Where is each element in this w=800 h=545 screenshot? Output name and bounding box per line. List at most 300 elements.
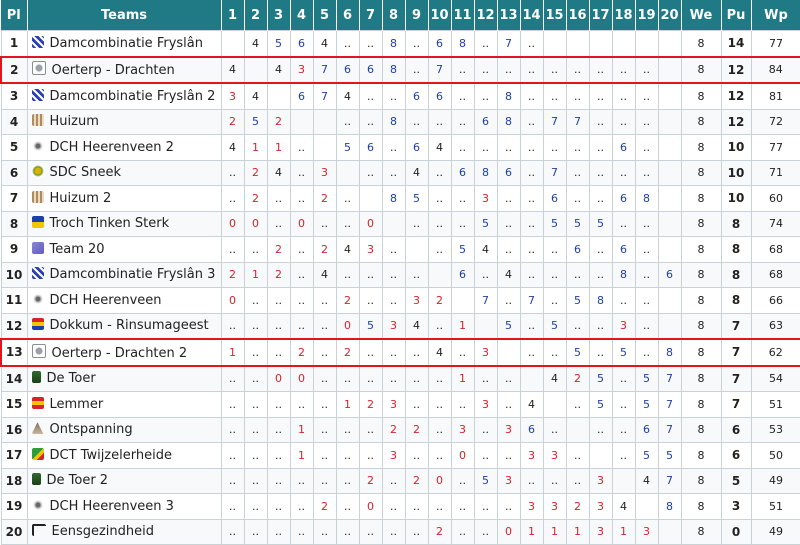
round-result-cell bbox=[405, 237, 428, 263]
round-result-cell: .. bbox=[267, 494, 290, 520]
position-cell: 6 bbox=[1, 160, 27, 186]
round-result-cell: 6 bbox=[405, 83, 428, 109]
team-name[interactable]: Troch Tinken Sterk bbox=[49, 216, 170, 232]
round-result-cell: .. bbox=[543, 237, 566, 263]
round-result-cell: .. bbox=[589, 135, 612, 161]
round-result-cell: 4 bbox=[244, 31, 267, 57]
round-result-cell: 5 bbox=[497, 313, 520, 339]
round-result-cell: 0 bbox=[451, 443, 474, 469]
team-name[interactable]: Ontspanning bbox=[49, 422, 133, 438]
table-row[interactable] bbox=[1, 31, 800, 57]
team-name[interactable]: Dokkum - Rinsumageest bbox=[49, 318, 209, 334]
team-cell[interactable] bbox=[27, 288, 221, 314]
round-result-cell: 5 bbox=[451, 237, 474, 263]
round-result-cell: 4 bbox=[428, 135, 451, 161]
team-cell[interactable] bbox=[27, 339, 221, 366]
round-result-cell bbox=[520, 366, 543, 392]
round-result-cell: .. bbox=[635, 262, 658, 288]
round-result-cell bbox=[612, 468, 635, 494]
column-header-round-6[interactable]: 6 bbox=[336, 0, 359, 31]
round-result-cell bbox=[658, 237, 681, 263]
round-result-cell: 2 bbox=[244, 186, 267, 212]
column-header-round-14[interactable]: 14 bbox=[520, 0, 543, 31]
round-result-cell: 0 bbox=[221, 211, 244, 237]
round-result-cell: 3 bbox=[612, 313, 635, 339]
round-result-cell: .. bbox=[313, 288, 336, 314]
round-result-cell bbox=[658, 135, 681, 161]
game-points-cell: 62 bbox=[751, 339, 800, 366]
table-row[interactable] bbox=[1, 109, 800, 135]
round-result-cell: 6 bbox=[566, 237, 589, 263]
round-result-cell: .. bbox=[221, 468, 244, 494]
column-header-round-9[interactable]: 9 bbox=[405, 0, 428, 31]
round-result-cell: 7 bbox=[658, 392, 681, 418]
round-result-cell: 3 bbox=[635, 519, 658, 545]
column-header-round-11[interactable]: 11 bbox=[451, 0, 474, 31]
round-result-cell bbox=[428, 262, 451, 288]
team-cell[interactable] bbox=[27, 160, 221, 186]
table-row[interactable] bbox=[1, 443, 800, 469]
round-result-cell: 6 bbox=[359, 135, 382, 161]
team-cell[interactable] bbox=[27, 83, 221, 109]
table-row[interactable] bbox=[1, 392, 800, 418]
round-result-cell: 8 bbox=[612, 262, 635, 288]
round-result-cell: 1 bbox=[543, 519, 566, 545]
matches-played-cell: 8 bbox=[681, 339, 721, 366]
round-result-cell: 6 bbox=[290, 31, 313, 57]
round-result-cell bbox=[313, 135, 336, 161]
round-result-cell bbox=[221, 31, 244, 57]
team-name[interactable]: Team 20 bbox=[49, 241, 105, 257]
round-result-cell: .. bbox=[428, 417, 451, 443]
team-cell[interactable] bbox=[27, 109, 221, 135]
round-result-cell: 5 bbox=[566, 211, 589, 237]
round-result-cell: .. bbox=[589, 417, 612, 443]
column-header-round-7[interactable]: 7 bbox=[359, 0, 382, 31]
game-points-cell: 81 bbox=[751, 83, 800, 109]
round-result-cell: 2 bbox=[428, 288, 451, 314]
column-header-round-1[interactable]: 1 bbox=[221, 0, 244, 31]
round-result-cell: .. bbox=[474, 262, 497, 288]
matches-played-cell: 8 bbox=[681, 211, 721, 237]
round-result-cell: .. bbox=[520, 339, 543, 366]
round-result-cell: 8 bbox=[589, 288, 612, 314]
team-cell[interactable] bbox=[27, 237, 221, 263]
round-result-cell: .. bbox=[520, 83, 543, 109]
round-result-cell: .. bbox=[474, 83, 497, 109]
round-result-cell: .. bbox=[635, 57, 658, 84]
round-result-cell: .. bbox=[497, 443, 520, 469]
column-header-round-8[interactable]: 8 bbox=[382, 0, 405, 31]
round-result-cell: 1 bbox=[244, 262, 267, 288]
points-cell: 12 bbox=[721, 83, 751, 109]
round-result-cell: 2 bbox=[382, 417, 405, 443]
team-name[interactable]: De Toer bbox=[46, 371, 96, 387]
round-result-cell: 3 bbox=[474, 339, 497, 366]
column-header-round-3[interactable]: 3 bbox=[267, 0, 290, 31]
round-result-cell: 2 bbox=[566, 494, 589, 520]
round-result-cell: .. bbox=[244, 392, 267, 418]
round-result-cell: .. bbox=[336, 186, 359, 212]
round-result-cell: .. bbox=[566, 83, 589, 109]
column-header-round-18[interactable]: 18 bbox=[612, 0, 635, 31]
points-cell: 8 bbox=[721, 211, 751, 237]
column-header-round-2[interactable]: 2 bbox=[244, 0, 267, 31]
team-name[interactable]: Damcombinatie Fryslân bbox=[49, 35, 203, 51]
round-result-cell: .. bbox=[382, 83, 405, 109]
round-result-cell: 7 bbox=[428, 57, 451, 84]
round-result-cell: .. bbox=[221, 417, 244, 443]
team-cell[interactable] bbox=[27, 417, 221, 443]
table-row[interactable] bbox=[1, 186, 800, 212]
game-points-cell: 49 bbox=[751, 519, 800, 545]
round-result-cell: .. bbox=[612, 417, 635, 443]
round-result-cell: 8 bbox=[382, 186, 405, 212]
round-result-cell: 4 bbox=[474, 237, 497, 263]
matches-played-cell: 8 bbox=[681, 109, 721, 135]
table-row[interactable] bbox=[1, 366, 800, 392]
team-cell[interactable] bbox=[27, 57, 221, 84]
team-name[interactable]: SDC Sneek bbox=[49, 165, 121, 181]
twijzelerheide-logo-icon bbox=[32, 448, 44, 460]
game-points-cell: 49 bbox=[751, 468, 800, 494]
round-result-cell: .. bbox=[290, 237, 313, 263]
round-result-cell: .. bbox=[451, 519, 474, 545]
tower-icon bbox=[32, 473, 41, 485]
round-result-cell bbox=[451, 288, 474, 314]
round-result-cell bbox=[267, 83, 290, 109]
round-result-cell: .. bbox=[474, 135, 497, 161]
round-result-cell: .. bbox=[244, 288, 267, 314]
flag-icon bbox=[32, 524, 46, 536]
round-result-cell: 3 bbox=[451, 417, 474, 443]
round-result-cell: 7 bbox=[474, 288, 497, 314]
round-result-cell: .. bbox=[566, 262, 589, 288]
round-result-cell: .. bbox=[520, 237, 543, 263]
round-result-cell: .. bbox=[405, 392, 428, 418]
round-result-cell: 8 bbox=[382, 31, 405, 57]
table-row[interactable] bbox=[1, 135, 800, 161]
round-result-cell: 6 bbox=[428, 31, 451, 57]
points-cell: 8 bbox=[721, 262, 751, 288]
team-name[interactable]: Huizum 2 bbox=[49, 190, 112, 206]
column-header-round-12[interactable]: 12 bbox=[474, 0, 497, 31]
team-name[interactable]: Oerterp - Drachten bbox=[51, 63, 175, 79]
round-result-cell: .. bbox=[543, 468, 566, 494]
round-result-cell: 6 bbox=[451, 262, 474, 288]
column-header-wp[interactable]: Wp bbox=[751, 0, 800, 31]
team-cell[interactable] bbox=[27, 519, 221, 545]
round-result-cell: 5 bbox=[474, 468, 497, 494]
position-cell: 5 bbox=[1, 135, 27, 161]
round-result-cell: .. bbox=[290, 262, 313, 288]
column-header-round-15[interactable]: 15 bbox=[543, 0, 566, 31]
position-cell: 11 bbox=[1, 288, 27, 314]
round-result-cell: 5 bbox=[244, 109, 267, 135]
team-name[interactable]: Damcombinatie Fryslân 3 bbox=[49, 267, 216, 283]
table-row[interactable] bbox=[1, 339, 800, 366]
position-cell: 7 bbox=[1, 186, 27, 212]
table-row[interactable] bbox=[1, 468, 800, 494]
round-result-cell: .. bbox=[566, 313, 589, 339]
team-cell[interactable] bbox=[27, 468, 221, 494]
matches-played-cell: 8 bbox=[681, 313, 721, 339]
round-result-cell: .. bbox=[313, 443, 336, 469]
column-header-we[interactable]: We bbox=[681, 0, 721, 31]
round-result-cell: .. bbox=[474, 494, 497, 520]
round-result-cell: 4 bbox=[221, 57, 244, 84]
team-name[interactable]: Damcombinatie Fryslân 2 bbox=[49, 88, 216, 104]
round-result-cell: .. bbox=[497, 57, 520, 84]
position-cell: 4 bbox=[1, 109, 27, 135]
table-row[interactable] bbox=[1, 288, 800, 314]
column-header-pl[interactable]: Pl bbox=[1, 0, 27, 31]
round-result-cell: 3 bbox=[382, 313, 405, 339]
game-points-cell: 53 bbox=[751, 417, 800, 443]
round-result-cell: .. bbox=[543, 339, 566, 366]
round-result-cell: 3 bbox=[359, 237, 382, 263]
matches-played-cell: 8 bbox=[681, 417, 721, 443]
table-row[interactable] bbox=[1, 237, 800, 263]
round-result-cell: .. bbox=[313, 366, 336, 392]
round-result-cell: 3 bbox=[543, 443, 566, 469]
team-name[interactable]: Lemmer bbox=[49, 396, 104, 412]
round-result-cell: .. bbox=[336, 494, 359, 520]
round-result-cell: 5 bbox=[474, 211, 497, 237]
round-result-cell: .. bbox=[635, 211, 658, 237]
round-result-cell: .. bbox=[221, 313, 244, 339]
team-name[interactable]: Eensgezindheid bbox=[51, 524, 155, 540]
round-result-cell: .. bbox=[405, 519, 428, 545]
round-result-cell: 5 bbox=[359, 313, 382, 339]
huizum-logo-icon bbox=[32, 191, 44, 203]
game-points-cell: 72 bbox=[751, 109, 800, 135]
round-result-cell: .. bbox=[589, 262, 612, 288]
round-result-cell: 2 bbox=[267, 262, 290, 288]
round-result-cell: 6 bbox=[520, 417, 543, 443]
game-points-cell: 74 bbox=[751, 211, 800, 237]
points-cell: 8 bbox=[721, 237, 751, 263]
round-result-cell: .. bbox=[382, 288, 405, 314]
column-header-pu[interactable]: Pu bbox=[721, 0, 751, 31]
round-result-cell: .. bbox=[612, 366, 635, 392]
round-result-cell: .. bbox=[359, 288, 382, 314]
team-cell[interactable] bbox=[27, 262, 221, 288]
matches-played-cell: 8 bbox=[681, 519, 721, 545]
round-result-cell: .. bbox=[405, 57, 428, 84]
team-name[interactable]: Huizum bbox=[49, 114, 99, 130]
round-result-cell: 8 bbox=[658, 339, 681, 366]
column-header-round-10[interactable]: 10 bbox=[428, 0, 451, 31]
team-name[interactable]: DCT Twijzelerheide bbox=[49, 447, 172, 463]
points-cell: 6 bbox=[721, 443, 751, 469]
column-header-teams[interactable]: Teams bbox=[27, 0, 221, 31]
round-result-cell: 7 bbox=[520, 288, 543, 314]
team-cell[interactable] bbox=[27, 494, 221, 520]
team-name[interactable]: De Toer 2 bbox=[46, 473, 109, 489]
position-cell: 8 bbox=[1, 211, 27, 237]
tower-icon bbox=[32, 371, 41, 383]
round-result-cell: .. bbox=[290, 468, 313, 494]
round-result-cell: .. bbox=[313, 417, 336, 443]
matches-played-cell: 8 bbox=[681, 237, 721, 263]
troch-tinken-logo-icon bbox=[32, 216, 44, 228]
round-result-cell: .. bbox=[313, 392, 336, 418]
matches-played-cell: 8 bbox=[681, 443, 721, 469]
round-result-cell: .. bbox=[635, 313, 658, 339]
column-header-round-17[interactable]: 17 bbox=[589, 0, 612, 31]
matches-played-cell: 8 bbox=[681, 57, 721, 84]
round-result-cell: 6 bbox=[336, 57, 359, 84]
round-result-cell: .. bbox=[244, 366, 267, 392]
round-result-cell: 8 bbox=[382, 109, 405, 135]
column-header-round-13[interactable]: 13 bbox=[497, 0, 520, 31]
round-result-cell: 2 bbox=[290, 339, 313, 366]
round-result-cell: .. bbox=[267, 313, 290, 339]
round-result-cell: .. bbox=[428, 392, 451, 418]
round-result-cell: 5 bbox=[566, 339, 589, 366]
round-result-cell: .. bbox=[543, 417, 566, 443]
matches-played-cell: 8 bbox=[681, 135, 721, 161]
round-result-cell: .. bbox=[451, 109, 474, 135]
round-result-cell: .. bbox=[543, 288, 566, 314]
round-result-cell: .. bbox=[543, 57, 566, 84]
matches-played-cell: 8 bbox=[681, 83, 721, 109]
team-name[interactable]: Oerterp - Drachten 2 bbox=[51, 345, 188, 361]
team-cell[interactable] bbox=[27, 31, 221, 57]
round-result-cell: .. bbox=[267, 211, 290, 237]
round-result-cell: 7 bbox=[543, 160, 566, 186]
ontspanning-logo-icon bbox=[32, 422, 44, 434]
table-row[interactable] bbox=[1, 83, 800, 109]
round-result-cell: .. bbox=[428, 186, 451, 212]
game-points-cell: 60 bbox=[751, 186, 800, 212]
round-result-cell bbox=[658, 83, 681, 109]
matches-played-cell: 8 bbox=[681, 186, 721, 212]
column-header-round-20[interactable]: 20 bbox=[658, 0, 681, 31]
table-row[interactable] bbox=[1, 262, 800, 288]
team-cell[interactable] bbox=[27, 211, 221, 237]
round-result-cell: 4 bbox=[635, 468, 658, 494]
round-result-cell bbox=[589, 443, 612, 469]
table-row[interactable] bbox=[1, 417, 800, 443]
round-result-cell: .. bbox=[451, 57, 474, 84]
round-result-cell: 6 bbox=[612, 135, 635, 161]
column-header-round-5[interactable]: 5 bbox=[313, 0, 336, 31]
round-result-cell: .. bbox=[428, 109, 451, 135]
round-result-cell: 0 bbox=[267, 366, 290, 392]
round-result-cell: 3 bbox=[474, 186, 497, 212]
round-result-cell: .. bbox=[543, 135, 566, 161]
position-cell: 18 bbox=[1, 468, 27, 494]
round-result-cell: .. bbox=[244, 237, 267, 263]
round-result-cell: .. bbox=[497, 288, 520, 314]
round-result-cell: 2 bbox=[359, 392, 382, 418]
points-cell: 7 bbox=[721, 366, 751, 392]
team-cell[interactable] bbox=[27, 186, 221, 212]
game-points-cell: 68 bbox=[751, 262, 800, 288]
heerenveen-logo-icon bbox=[32, 499, 44, 511]
round-result-cell: 2 bbox=[313, 494, 336, 520]
team-cell[interactable] bbox=[27, 443, 221, 469]
table-row[interactable] bbox=[1, 494, 800, 520]
round-result-cell: 2 bbox=[336, 288, 359, 314]
table-row[interactable] bbox=[1, 160, 800, 186]
team-cell[interactable] bbox=[27, 366, 221, 392]
team-cell[interactable] bbox=[27, 392, 221, 418]
round-result-cell: .. bbox=[566, 443, 589, 469]
team-cell[interactable] bbox=[27, 135, 221, 161]
round-result-cell: 3 bbox=[520, 494, 543, 520]
column-header-round-16[interactable]: 16 bbox=[566, 0, 589, 31]
points-cell: 10 bbox=[721, 135, 751, 161]
round-result-cell: 3 bbox=[589, 519, 612, 545]
column-header-round-4[interactable]: 4 bbox=[290, 0, 313, 31]
round-result-cell bbox=[658, 31, 681, 57]
round-result-cell: .. bbox=[382, 160, 405, 186]
round-result-cell: .. bbox=[451, 494, 474, 520]
game-points-cell: 77 bbox=[751, 31, 800, 57]
round-result-cell: 0 bbox=[336, 313, 359, 339]
team-name[interactable]: DCH Heerenveen 2 bbox=[49, 139, 174, 155]
round-result-cell: .. bbox=[451, 468, 474, 494]
round-result-cell: .. bbox=[589, 57, 612, 84]
round-result-cell: .. bbox=[589, 109, 612, 135]
round-result-cell: 4 bbox=[313, 31, 336, 57]
round-result-cell: 8 bbox=[497, 83, 520, 109]
round-result-cell: .. bbox=[382, 237, 405, 263]
team-name[interactable]: DCH Heerenveen bbox=[49, 292, 162, 308]
table-row[interactable] bbox=[1, 313, 800, 339]
round-result-cell: .. bbox=[497, 392, 520, 418]
position-cell: 3 bbox=[1, 83, 27, 109]
matches-played-cell: 8 bbox=[681, 160, 721, 186]
round-result-cell: 3 bbox=[313, 160, 336, 186]
round-result-cell: .. bbox=[382, 135, 405, 161]
round-result-cell: 4 bbox=[267, 57, 290, 84]
round-result-cell: .. bbox=[336, 366, 359, 392]
round-result-cell: 3 bbox=[497, 468, 520, 494]
points-cell: 7 bbox=[721, 392, 751, 418]
matches-played-cell: 8 bbox=[681, 494, 721, 520]
column-header-round-19[interactable]: 19 bbox=[635, 0, 658, 31]
round-result-cell: .. bbox=[290, 160, 313, 186]
dokkum-flag-icon bbox=[32, 318, 44, 330]
round-result-cell: 3 bbox=[474, 392, 497, 418]
round-result-cell: .. bbox=[382, 366, 405, 392]
round-result-cell: 5 bbox=[543, 211, 566, 237]
table-row[interactable] bbox=[1, 57, 800, 84]
game-points-cell: 63 bbox=[751, 313, 800, 339]
round-result-cell: .. bbox=[474, 417, 497, 443]
round-result-cell bbox=[658, 288, 681, 314]
round-result-cell: .. bbox=[474, 366, 497, 392]
round-result-cell: 0 bbox=[359, 494, 382, 520]
round-result-cell bbox=[566, 417, 589, 443]
round-result-cell: 5 bbox=[405, 186, 428, 212]
round-result-cell: .. bbox=[543, 262, 566, 288]
table-row[interactable] bbox=[1, 519, 800, 545]
game-points-cell: 51 bbox=[751, 494, 800, 520]
team-cell[interactable] bbox=[27, 313, 221, 339]
round-result-cell: 4 bbox=[313, 262, 336, 288]
round-result-cell: .. bbox=[221, 366, 244, 392]
round-result-cell: 2 bbox=[428, 519, 451, 545]
team-name[interactable]: DCH Heerenveen 3 bbox=[49, 498, 174, 514]
table-row[interactable] bbox=[1, 211, 800, 237]
round-result-cell bbox=[313, 109, 336, 135]
round-result-cell bbox=[658, 211, 681, 237]
